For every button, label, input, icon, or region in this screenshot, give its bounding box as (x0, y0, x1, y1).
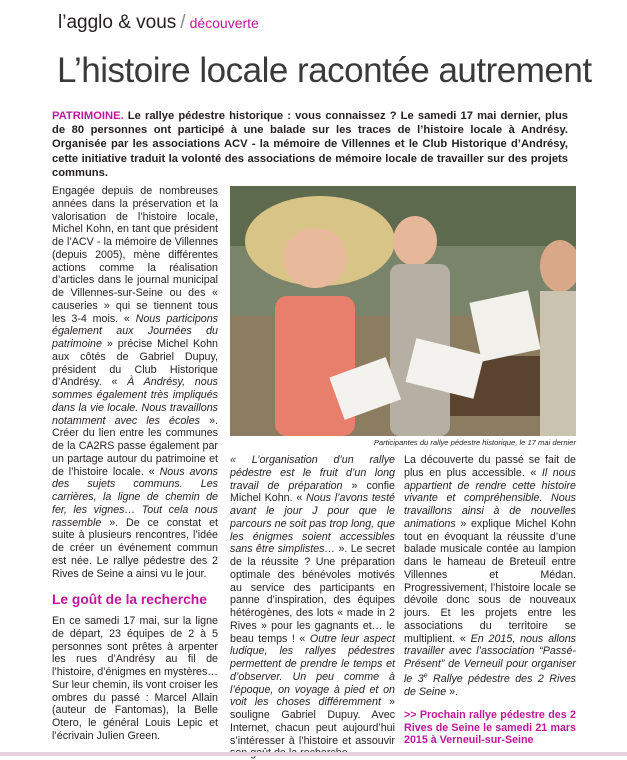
paragraph: En ce samedi 17 mai, sur la ligne de départ, 23 équipes de 2 à 5 personnes sont prêtes à arpenter les rues d’Andrésy au fil de l’histoire, d’énigmes en mystères… Sur leur chemin, ils vont croiser les ombres du passé : Marcel Allain (auteur de Fantomas), la Belle Otero, le général Louis Lepic et l’écrivain Julien Green. (52, 615, 218, 742)
subheading: Le goût de la recherche (52, 592, 207, 608)
article-title: L’histoire locale racontée autrement (57, 51, 592, 90)
column-1 (52, 185, 218, 743)
article-photo (230, 186, 576, 436)
photo-caption: Participantes du rallye pédestre historique, le 17 mai dernier (373, 438, 576, 447)
bottom-rule (0, 752, 627, 756)
header-slash: / (180, 12, 186, 33)
section-header (58, 12, 259, 38)
article-lead (52, 109, 568, 180)
lead-text: Le rallye pédestre historique : vous connaissez ? Le samedi 17 mai dernier, plus de 80 personnes ont participé à une balade sur les traces de l’histoire locale à Andrésy. Organisée par les associations ACV - la mémoire de Villennes et le Club Historique d’Andrésy, cette initiative traduit la volonté des associations de mémoire locale de travailler sur des projets communs. (52, 110, 568, 179)
section-name: l’agglo & vous (58, 12, 177, 33)
paragraph: La découverte du passé se fait de plus en plus accessible. « Il nous appartient de rendre cette histoire vivante et compréhensible. Nous travaillons ainsi à de nouvelles animations » explique Michel Kohn tout en évoquant la réussite d’une balade musicale contée au lampion dans le hameau de Breteuil entre Villennes et Médan. Progressivement, l’histoire locale se dévoile donc sous de nouveaux jours. Et les projets entre les associations du territoire se multiplient. « En 2015, nous allons travailler avec l’association “Passé-Présent” de Verneuil pour organiser le 3e Rallye pédestre des 2 Rives de Seine ». (404, 454, 577, 699)
paragraph: « L’organisation d’un rallye pédestre est le fruit d’un long travail de préparation » confie Michel Kohn. « Nous l’avons testé avant le jour J pour que le parcours ne soit pas trop long, que les énigmes soient accessibles sans être simplistes… ». Le secret de la réussite ? Une préparation optimale des bénévoles motivés au service des participants en panne d’inspiration, des équipes hétérogènes, des lots « made in 2 Rives » pour les gagnants et… le beau temps ! « Outre leur aspect ludique, les rallyes pédestres permettent de prendre le temps et d’observer. Un peu comme à l’époque, on voyage à pied et on voit les choses différemment » souligne Gabriel Dupuy. Avec Internet, chacun peut aujourd’hui s’intéresser à l’histoire et assouvir (230, 454, 396, 747)
column-3 (404, 454, 576, 747)
paragraph: Engagée depuis de nombreuses années dans la préservation et la valorisation de l’histoire locale, Michel Kohn, en tant que président de l’ACV - la mémoire de Villennes (depuis 2005), mène différentes actions comme la réalisation d’articles dans le journal municipal de Villennes-sur-Seine ou des « causeries » qui se tiennent tous les 3-4 mois. « Nous participons également aux Journées du patrimoine » précise Michel Kohn aux côtés de Gabriel Dupuy, président du Club Historique d’Andrésy. « À Andrésy, nous sommes également très impliqués dans la vie locale. Nous travaillons notamment avec les écoles ». Créer du lien entre les communes de la CA2RS passe également par un partage autour du patrimoine et de l’histoire locale. « Nous avons des sujets communs. Les carrières, la ligne de chemin de fer, les vignes… Tout cela nous rassemble ». De ce constat et suite à plusieurs rencontres, l’idée de créer un événement commun est née. Le rallye pédestre des 2 Rives de Seine a ainsi vu le jour. (52, 185, 218, 580)
photo-illustration (230, 186, 576, 436)
column-2 (230, 454, 395, 760)
next-event-note: >> Prochain rallye pédestre des 2 Rives de Seine le samedi 21 mars 2015 à Verneuil-sur-Seine (404, 708, 576, 747)
rubrique-name: découverte (189, 15, 259, 31)
lead-kicker: PATRIMOINE. (52, 110, 124, 122)
